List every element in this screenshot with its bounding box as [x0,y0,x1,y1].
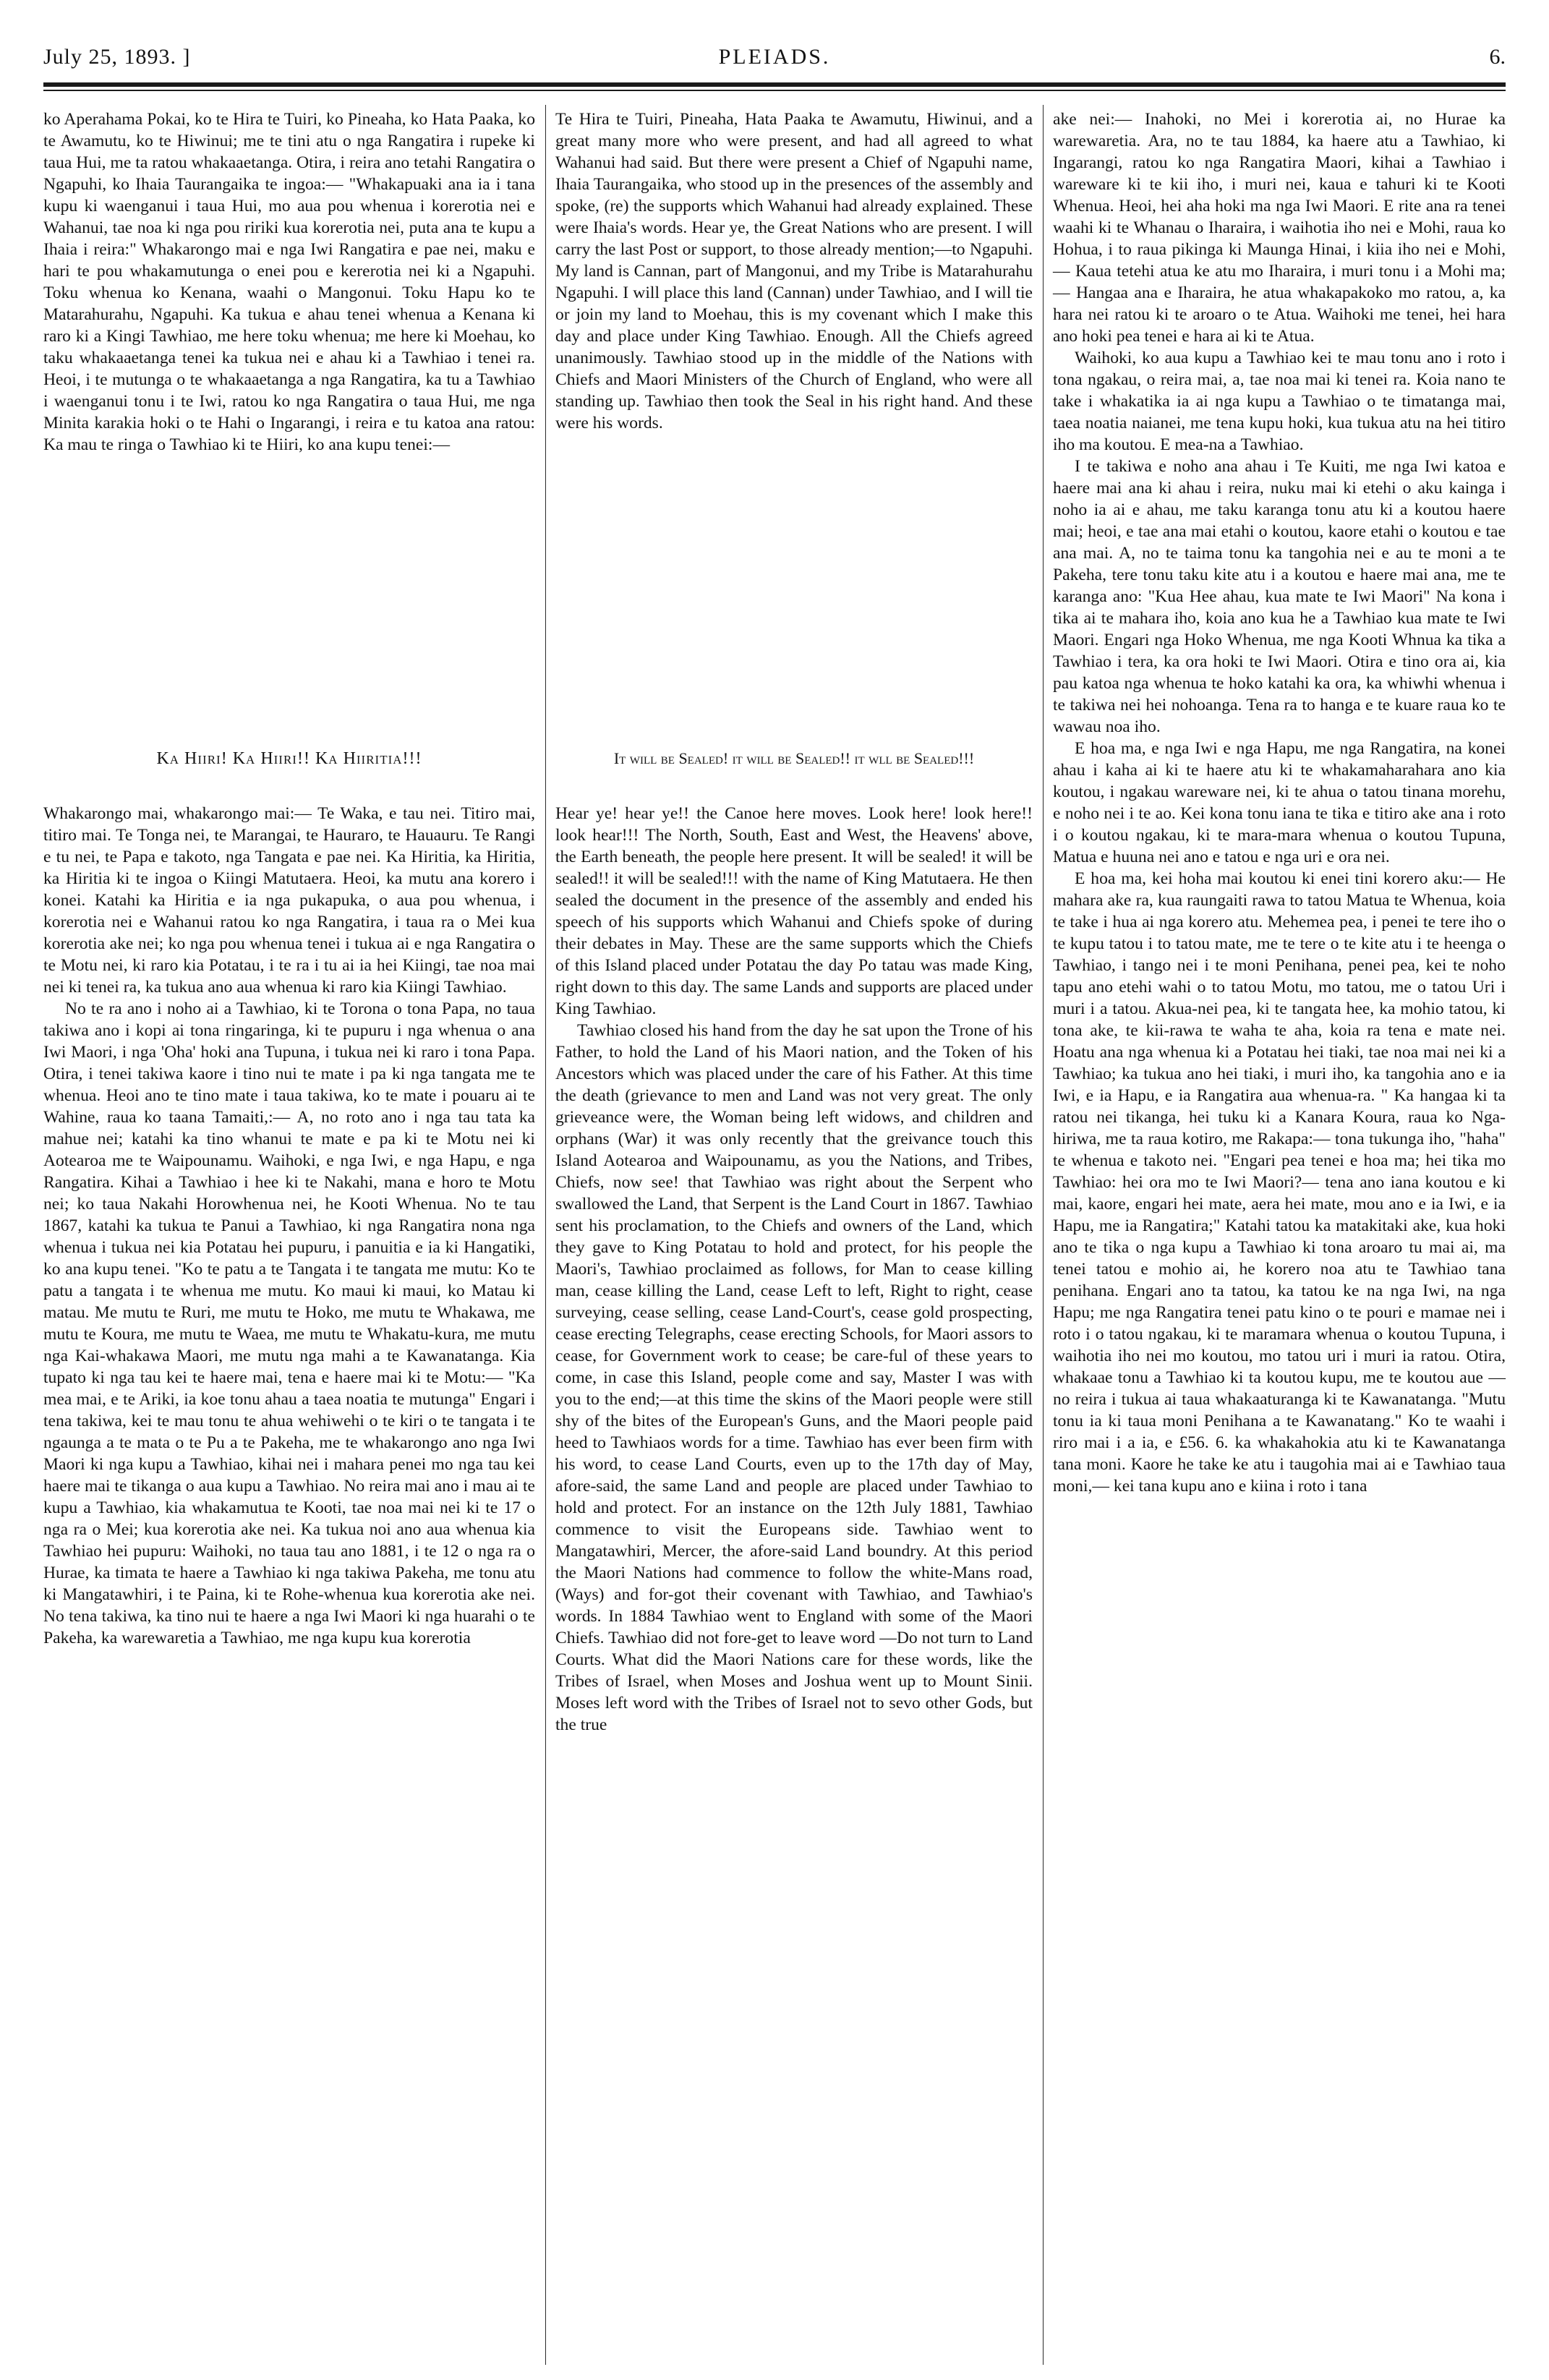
column-divider-2 [1043,105,1044,2365]
header-rule-thick [43,82,1506,87]
header-rule-thin [43,90,1506,91]
col3-paragraph: Waihoki, ko aua kupu a Tawhiao kei te mau tonu ano i roto i tona ngakau, o reira mai, a, tae noa mai ki tenei ra. Koia nano te take i whakatika ia ai nga kupu a Tawhiao o te timatanga mai, taea noatia naianei, me tena kupu hoki, kua tukua atu na hei titiro iho ma koutou. E mea-na a Tawhiao. [1053,349,1506,454]
column-3 [1053,108,1506,1497]
masthead-title: PLEIADS. [718,45,831,69]
col1-headline: Ka Hiiri! Ka Hiiri!! Ka Hiiritia!!! [156,749,422,768]
col3-paragraph: E hoa ma, e nga Iwi e nga Hapu, me nga Rangatira, na konei ahau i kaha ai ki te haere atu ki te whakamaharahara ano kia koutou, i ngakau wareware nei, ki te ahua o tatou tinana morehu, e noho nei i te ao. Kei kona tonu iana te tika e titiro ake ana i roto i o koutou ngakau, ki te mara-mara whenua o koutou Tupuna, Matua e huuna nei ano e tatou e nga uri e ora nei. [1053,739,1506,866]
column-2-bottom [555,803,1033,1736]
column-1-top [43,108,535,456]
col3-paragraph: I te takiwa e noho ana ahau i Te Kuiti, me nga Iwi katoa e haere mai ana ki ahau i reira, nuku mai ki etehi o aku kainga i noho ia ai e ahau, me taku karanga tonu atu ki a koutou haere mai; heoi, e tae ana mai etahi o koutou, kaore etahi o koutou e tae ana mai. A, no te taima tonu ka tangohia nei e au te moni a te Pakeha, tere tonu taku kite atu i a koutou e haere mai ana, me te karanga ano: "Kua Hee ahau, kua mate te Iwi Maori" Na kona i tika ai te mahara iho, koia ano kua he a Tawhiao kua mate te Iwi Maori. Engari nga Hoko Whenua, me nga Kooti Whnua ka tika a Tawhiao i tera, ka ora hoki te Iwi Maori. Otira e tino ora ai, kia pau katoa nga whenua te hoko katahi ka ora, ka whiwhi whenua i te takiwa nei hei nohoanga. Tena ra to hanga e te kuare raua ko te wawau noa iho. [1053,457,1506,736]
column-1-bottom [43,803,535,1649]
col2-headline: It will be Sealed! it will be Sealed!! it wll be Sealed!!! [613,749,975,767]
col1-paragraph: No te ra ano i noho ai a Tawhiao, ki te Torona o tona Papa, no taua takiwa ano i kopi ai tona ringaringa, ki te pupuru i nga whenua o ana Iwi Maori, i nga 'Oha' hoki ana Tupuna, i tukua nei ki raro i tona Papa. Otira, i tenei takiwa kaore i tino nui te mate i pa ki nga tangata me te whenua. Heoi ano te tino mate i taua takiwa, ko te mate i pouaru ai te Wahine, raua ko taana Tamaiti,:— A, no roto ano i nga tau tata ka mahue nei; katahi ka tino whanui te mate e pa ki te Motu nei ki Aotearoa me te Waipounamu. Waihoki, e nga Iwi, e nga Hapu, e nga Rangatira. Kihai a Tawhiao i hee ki te Nakahi, mana e horo te Motu nei; ko taua Nakahi Horowhenua nei, he Kooti Whenua. No te tau 1867, katahi ka tukua te Panui a Tawhiao, ki nga Rangatira nona nga whenua i tukua nei kia Potatau hei pupuru, i panuitia e ia ki Hangatiki, ko ana kupu tenei. "Ko te patu a te Tangata i te tangata me mutu: Ko te patu a tangata i te whenua me mutu. Ko maui ki maui, ko Matau ki matau. Me mutu te Ruri, me mutu te Hoko, me mutu te Whakawa, me mutu te Koura, me mutu te Waea, me mutu te Whakatu-kura, me mutu nga Kai-whakawa Maori, me mutu nga mahi a te Kawanatanga. Kia tupato ki nga tau kei te haere mai, tena e haere mai ki te Motu:— "Ka mea mai, e te Ariki, ia koe tonu ahau a taea noatia te mutunga" Engari i tena takiwa, kei te mau tonu te ahua wehiwehi o te kiri o te tangata i te ngaunga a te mata o te Pu a te Pakeha, me te whakarongo ano nga Iwi Maori ki nga kupu a Tawhiao, kihai nei i mahara penei mo nga tau kei haere mai te tikanga o aua kupu a Tawhiao. No reira mai ano i mau ai te kupu a Tawhiao, kia whakamutua te Kooti, tae noa mai nei ki te 17 o nga ra o Mei; kua korerotia ake nei. Ka tukua noi ano aua whenua kia Tawhiao hei pupuru: Waihoki, no taua tau ano 1881, i te 12 o nga ra o Hurae, ka timata te haere a Tawhiao ki nga takiwa Pakeha, me tonu atu ki Mangatawhiri, i te Paina, ki te Rohe-whenua kua korerotia ake nei. No tena takiwa, ka tino nui te haere a nga Iwi Maori ki nga huarahi o te Pakeha, ka warewaretia a Tawhiao, me nga kupu kua korerotia [43,999,535,1647]
issue-date: July 25, 1893. ] [43,45,191,69]
col3-paragraph: ake nei:— Inahoki, no Mei i korerotia ai, no Hurae ka warewaretia. Ara, no te tau 1884, ka haere atu a Tawhiao, ki Ingarangi, ratou ko nga Rangatira Maori, kihai a Tawhiao i wareware ki te kii iho, i muri nei, kaua e tahuri ki te Kooti Whenua. Heoi, hei aha hoki ma nga Iwi Maori. E rite ana ra tenei waahi ki te Whanau o Iharaira, i waihotia iho nei e Mohi, raua ko Hohua, i to raua pikinga ki Maunga Hinai, i kiia iho nei e Mohi,— Kaua tetehi atua ke atu mo Iharaira, i muri tonu i a Mohi ma;— Hangaa ana e Iharaira, he atua whakapakoko mo ratou, a, ka hara nei ratou ki te aroaro o te Atua. Waihoki me tenei, hei hara ano hoki pea tenei e hara ai ki te Atua. [1053,110,1506,346]
col1-paragraph: ko Aperahama Pokai, ko te Hira te Tuiri, ko Pineaha, ko Hata Paaka, ko te Awamutu, ko te Hiwinui; me te tini atu o nga Rangatira i rupeke ki taua Hui, me ta ratou whakaaetanga. Otira, i reira ano tetahi Rangatira o Ngapuhi, ko Ihaia Taurangaika te ingoa:— "Whakapuaki ana ia i tana kupu ki waenganui i taua Hui, mo aua pou whenua i korerotia nei e Wahanui, tae noa ki nga pou ririki kua korerotia nei, puta ana te kupu a Ihaia i reira:" Whakarongo mai e nga Iwi Rangatira e pae nei, maku e hari te pou whakamutunga o enei pou e kererotia nei ki a Ngapuhi. Toku whenua ko Kenana, waahi o Mangonui. Toku Hapu ko te Matarahurahu, Ngapuhi. Ka tukua e ahau tenei whenua a Kenana ki raro ki a Kingi Tawhiao, me here toku whenua; me here ki Moehau, ko taku whakaaetanga tenei ka tukua nei e ahau ki a Tawhiao i tenei ra. Heoi, i te mutunga o te whakaaetanga a nga Rangatira, ka tu a Tawhiao i waenganui tonu i te Iwi, ratou ko nga Rangatira o taua Hui, me nga Minita karakia hoki o te Hahi o Ingarangi, i reira e tu katoa ana ratou: Ka mau te ringa o Tawhiao ki te Hiiri, ko ana kupu tenei:— [43,110,535,454]
col2-paragraph: Hear ye! hear ye!! the Canoe here moves. Look here! look here!! look hear!!! The North, South, East and West, the Heavens' above, the Earth beneath, the people here present. It will be sealed! it will be sealed!! it will be sealed!!! with the name of King Matutaera. He then sealed the document in the presence of the assembly and ended his speech of his supports which Wahanui and Chiefs spoke of during their debates in May. These are the same supports which the Chiefs of this Island placed under Potatau the day Po tatau was made King, right down to this day. The same Lands and supports are placed under King Tawhiao. [555,804,1033,1018]
page-number: 6. [1489,45,1506,69]
column-divider-1 [545,105,546,2365]
column-2-top [555,108,1033,434]
col2-paragraph: Tawhiao closed his hand from the day he sat upon the Trone of his Father, to hold the Land of his Maori nation, and the Token of his Ancestors which was placed under the care of his Father. At this time the death (grievance to men and Land was not very great. The only grieveance were, the Woman being left widows, and children and orphans (War) it was only recently that the greivance touch this Island Aotearoa and Waipounamu, as you the Nations, and Tribes, Chiefs, now see! that Tawhiao was right about the Serpent who swallowed the Land, that Serpent is the Land Court in 1867. Tawhiao sent his proclamation, to the Chiefs and owners of the Land, which they gave to King Potatau to hold and protect, for his people the Maori's, Tawhiao proclaimed as follows, for Man to cease killing man, cease killing the Land, cease Left to left, Right to right, cease surveying, cease selling, cease Land-Court's, cease gold prospecting, cease erecting Telegraphs, cease erecting Schools, for Maori assors to cease, for Government work to cease; be care-ful of these years to come, in case this Island, people come and say, Master I was with you to the end;—at this time the skins of the Maori people were still shy of the bites of the European's Guns, and the Maori people paid heed to Tawhiaos words for a time. Tawhiao has ever been firm with his word, to cease Land Courts, even up to the 17th day of May, afore-said, the same Land and people are placed under Tawhiao to hold and protect. For an instance on the 12th July 1881, Tawhiao commence to visit the Europeans side. Tawhiao went to Mangatawhiri, Mercer, the afore-said Land boundry. At this period the Maori Nations had commence to follow the white-Mans road, (Ways) and for-got their covenant with Tawhiao, and Tawhiao's words. In 1884 Tawhiao went to England with some of the Maori Chiefs. Tawhiao did not fore-get to leave word —Do not turn to Land Courts. What did the Maori Nations care for these words, like the Tribes of Israel, when Moses and Joshua went up to Mount Sinii. Moses left word with the Tribes of Israel not to sevo other Gods, but the true [555,1021,1033,1734]
col1-paragraph: Whakarongo mai, whakarongo mai:— Te Waka, e tau nei. Titiro mai, titiro mai. Te Tonga nei, te Marangai, te Hauraro, te Hauauru. Te Rangi e tu nei, te Papa e takoto, nga Tangata e pae nei. Ka Hiritia, ka Hiritia, ka Hiritia ki te ingoa o Kiingi Matutaera. Heoi, ka mutu ana korero i konei. Katahi ka Hiritia e ia nga pukapuka, o aua pou whenua, i korerotia nei e Wahanui ratou ko nga Rangatira, i taua ra o Mei kua korerotia ake nei; ko nga pou whenua tenei i tukua ai e nga Rangatira o te Motu nei, ki raro kia Potatau, i te ra i tu ai ia hei Kiingi, tae noa mai nei ki tenei ra, ka tukua ano aua whenua ki raro kia Kiingi Tawhiao. [43,804,535,997]
col2-paragraph: Te Hira te Tuiri, Pineaha, Hata Paaka te Awamutu, Hiwinui, and a great many more who were present, and had all agreed to what Wahanui had said. But there were present a Chief of Ngapuhi name, Ihaia Taurangaika, who stood up in the presences of the assembly and spoke, (re) the supports which Wahanui had already explained. These were Ihaia's words. Hear ye, the Great Nations who are present. I will carry the last Post or support, to those already mention;—to Ngapuhi. My land is Cannan, part of Mangonui, and my Tribe is Matarahurahu Ngapuhi. I will place this land (Cannan) under Tawhiao, and I will tie or join my land to Moehau, this is my covenant which I make this day and place under King Tawhiao. Enough. All the Chiefs agreed unanimously. Tawhiao stood up in the middle of the Nations with Chiefs and Maori Ministers of the Church of England, who were all standing up. Tawhiao then took the Seal in his right hand. And these were his words. [555,110,1033,432]
page-header [43,35,1506,78]
col3-paragraph: E hoa ma, kei hoha mai koutou ki enei tini korero aku:— He mahara ake ra, kua raungaiti rawa to tatou Matua te Whenua, koia te take i hua ai nga korero atu. Mehemea pea, i penei te tere iho o te kupu tatou i to tatou mate, me te tere o te kite atu i te heenga o Tawhiao, i tango nei i te moni Penihana, penei pea, kei te noho tapu ano etehi wahi o to tatou Motu, mo tatou, me o tatou Uri i muri i a tatou. Akua-nei pea, ki te tangata hee, ka mohio tatou, ki tona ake, te kii-rawa te waha te aha, koia ra tena e mate nei. Hoatu ana nga whenua ki a Potatau hei tiaki, tae noa mai nei ki a Tawhiao; ka tukua ano hei tiaki, i muri iho, ka tangohia ano e ia Iwi, e ia Hapu, e ia Rangatira aua whenua-ra. " Ka hangaa ki ta ratou nei tikanga, hei tuku ki a Kanara Koura, raua ko Nga-hiriwa, me ta raua kotiro, me Rakapa:— tona tukunga iho, "haha" te whenua e takoto nei. "Engari pea tenei e hoa ma; hei tika mo Tawhiao: hei ora mo te Iwi Maori?— tena ano iana koutou e ki mai, kaore, engari hei mate, aera hei mate, mou ano e ia Iwi, e ia Hapu, me ia Rangatira;" Katahi tatou ka matakitaki ake, kua hoki ano te tika o nga kupu a Tawhiao ki tona aroaro tu mai ai, ma tenei tatou e mohio ai, he korero noa atu te Tawhiao tana penihana. Engari ano ta tatou, ka tatou ke na nga Iwi, na nga Hapu; me nga Rangatira tenei patu kino o te pouri e mamae nei i roto i o tatou ngakau, ki te maramara whenua o koutou Tupuna, i waihotia iho nei mo koutou, mo tatou uri i muri ia ratou. Otira, whakaae tonu a Tawhiao ki ta koutou kupu, me te koutou aue — no reira i tukua ai taua whakaaturanga ki te Kawanatanga. "Mutu tonu ia ki taua moni Penihana a te Kawanatang." Ko te waahi i riro mai i a ia, e £56. 6. ka whakahokia atu ki te Kawanatanga tana moni. Kaore he take ke atu i taugohia mai ai e Tawhiao taua moni,— kei tana kupu ano e kiina i roto i tana [1053,869,1506,1496]
